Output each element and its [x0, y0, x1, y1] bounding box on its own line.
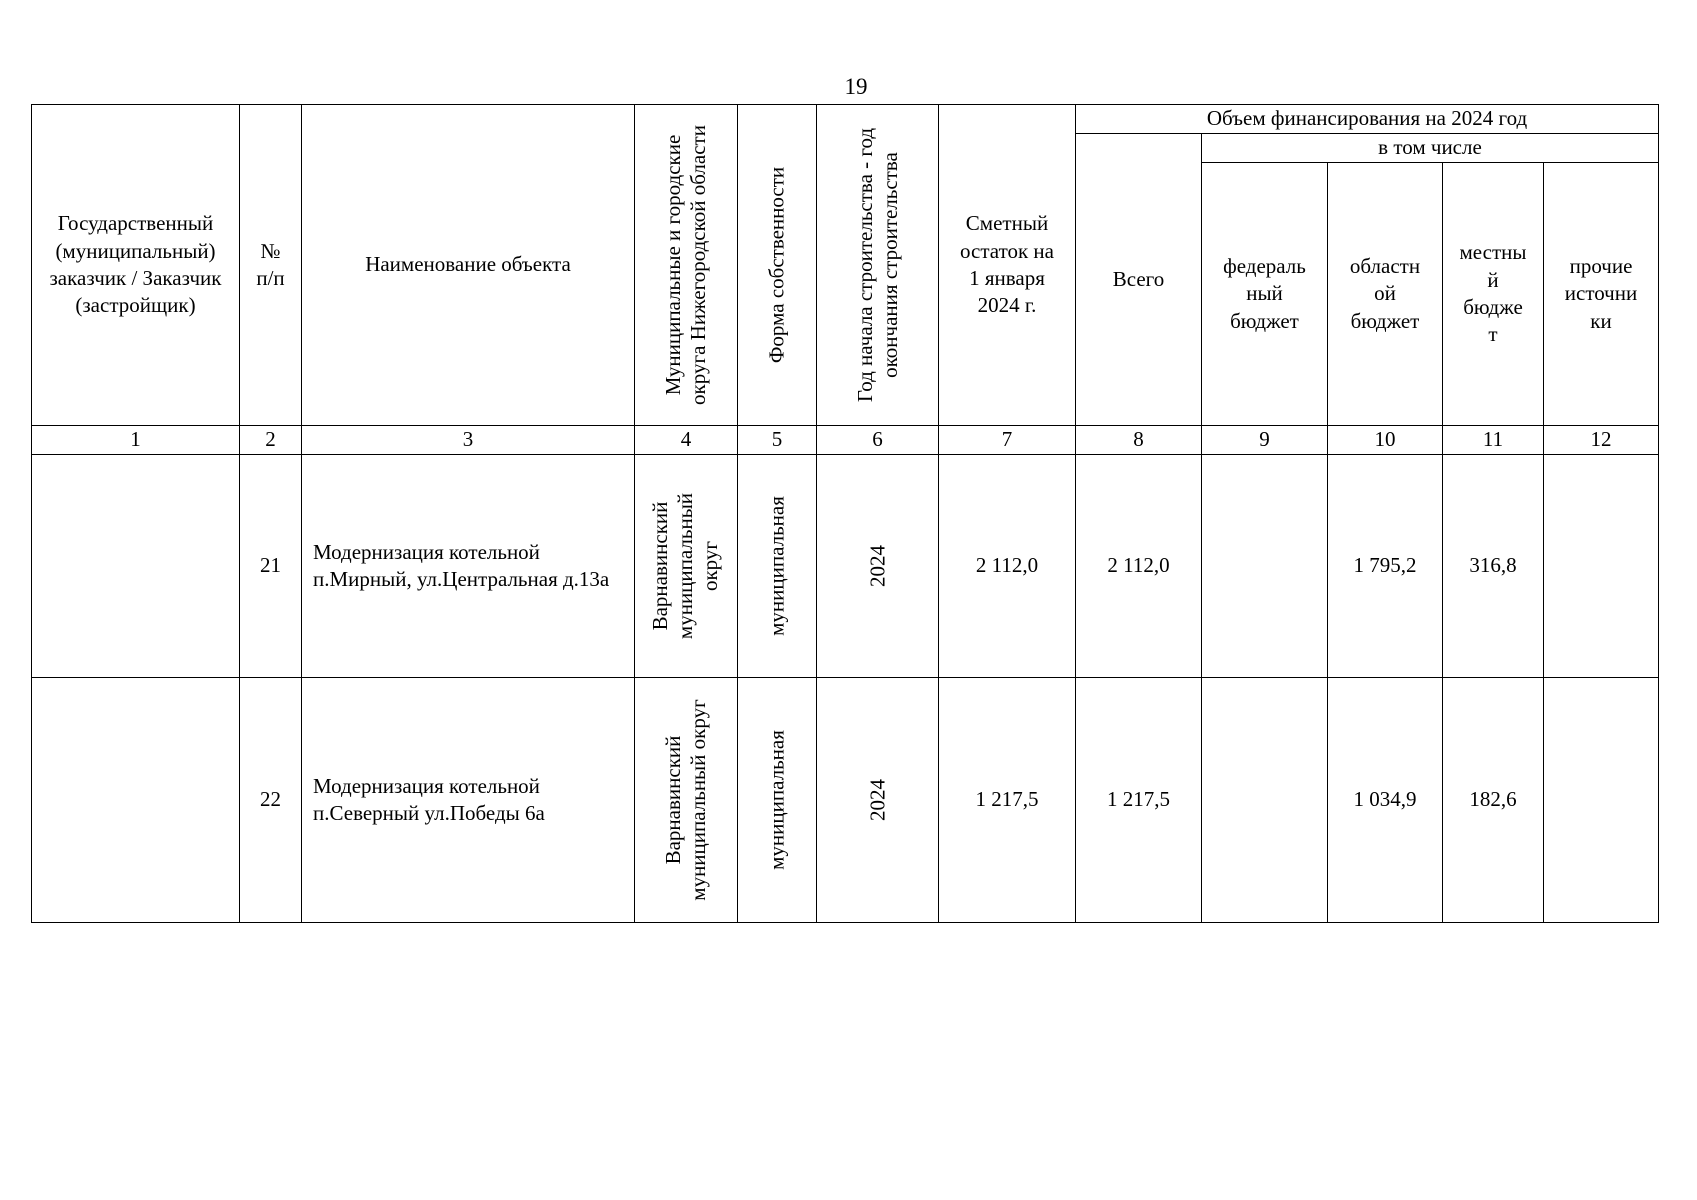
cell-customer	[32, 455, 240, 678]
table-row	[32, 678, 1659, 923]
cell-regional: 1 034,9	[1328, 678, 1443, 923]
header-total: Всего	[1076, 134, 1202, 426]
header-local-text: местны й бюдже т	[1459, 240, 1527, 347]
column-number: 5	[738, 426, 817, 455]
header-customer-text: Государственный (муниципальный) заказчик / Заказчик (застройщик)	[49, 211, 222, 318]
cell-estimate: 1 217,5	[939, 678, 1076, 923]
cell-total: 1 217,5	[1076, 678, 1202, 923]
cell-municipality	[635, 678, 738, 923]
cell-years	[817, 455, 939, 678]
cell-object-name: Модернизация котельной п.Северный ул.Победы 6а	[302, 678, 635, 923]
column-number: 3	[302, 426, 635, 455]
cell-years-text: 2024	[864, 779, 889, 821]
header-object-name: Наименование объекта	[302, 105, 635, 426]
cell-municipality	[635, 455, 738, 678]
page-number: 19	[844, 74, 868, 99]
column-number: 1	[32, 426, 240, 455]
header-number-text: № п/п	[256, 238, 285, 290]
cell-other	[1544, 455, 1659, 678]
header-federal	[1202, 163, 1328, 426]
header-municipality	[635, 105, 738, 426]
header-federal-text: федераль ный бюджет	[1223, 254, 1306, 333]
column-number: 9	[1202, 426, 1328, 455]
header-ownership	[738, 105, 817, 426]
column-number: 7	[939, 426, 1076, 455]
cell-regional: 1 795,2	[1328, 455, 1443, 678]
cell-ownership	[738, 455, 817, 678]
table-row	[32, 455, 1659, 678]
column-number: 2	[240, 426, 302, 455]
cell-years	[817, 678, 939, 923]
header-funding-group: Объем финансирования на 2024 год	[1076, 105, 1659, 134]
cell-municipality-text: Варнавинский муниципальный округ	[648, 492, 723, 640]
cell-years-text: 2024	[864, 545, 889, 587]
cell-number: 21	[240, 455, 302, 678]
header-years-text: Год начала строительства - год окончания строительства	[852, 127, 902, 403]
cell-estimate: 2 112,0	[939, 455, 1076, 678]
header-estimate	[939, 105, 1076, 426]
financing-table	[31, 104, 1659, 923]
column-number: 11	[1443, 426, 1544, 455]
column-numbers-row	[32, 426, 1659, 455]
column-number: 4	[635, 426, 738, 455]
cell-other	[1544, 678, 1659, 923]
header-number	[240, 105, 302, 426]
header-municipality-text: Муниципальные и городские округа Нижегородской области	[660, 125, 710, 405]
cell-local: 182,6	[1443, 678, 1544, 923]
cell-ownership	[738, 678, 817, 923]
header-other-text: прочие источни ки	[1564, 254, 1638, 333]
cell-object-name: Модернизация котельной п.Мирный, ул.Центральная д.13а	[302, 455, 635, 678]
cell-local: 316,8	[1443, 455, 1544, 678]
cell-ownership-text: муниципальная	[764, 730, 789, 870]
header-ownership-text: Форма собственности	[764, 166, 789, 364]
column-number: 10	[1328, 426, 1443, 455]
cell-number: 22	[240, 678, 302, 923]
cell-federal	[1202, 678, 1328, 923]
header-years	[817, 105, 939, 426]
header-including: в том числе	[1202, 134, 1659, 163]
column-number: 12	[1544, 426, 1659, 455]
column-number: 6	[817, 426, 939, 455]
header-regional-text: областн ой бюджет	[1349, 254, 1421, 333]
cell-customer	[32, 678, 240, 923]
header-regional	[1328, 163, 1443, 426]
header-customer	[32, 105, 240, 426]
header-other	[1544, 163, 1659, 426]
header-local	[1443, 163, 1544, 426]
cell-ownership-text: муниципальная	[764, 496, 789, 636]
column-number: 8	[1076, 426, 1202, 455]
cell-federal	[1202, 455, 1328, 678]
header-estimate-text: Сметный остаток на 1 января 2024 г.	[960, 211, 1054, 318]
cell-total: 2 112,0	[1076, 455, 1202, 678]
cell-municipality-text: Варнавинский муниципальный округ	[660, 699, 710, 901]
